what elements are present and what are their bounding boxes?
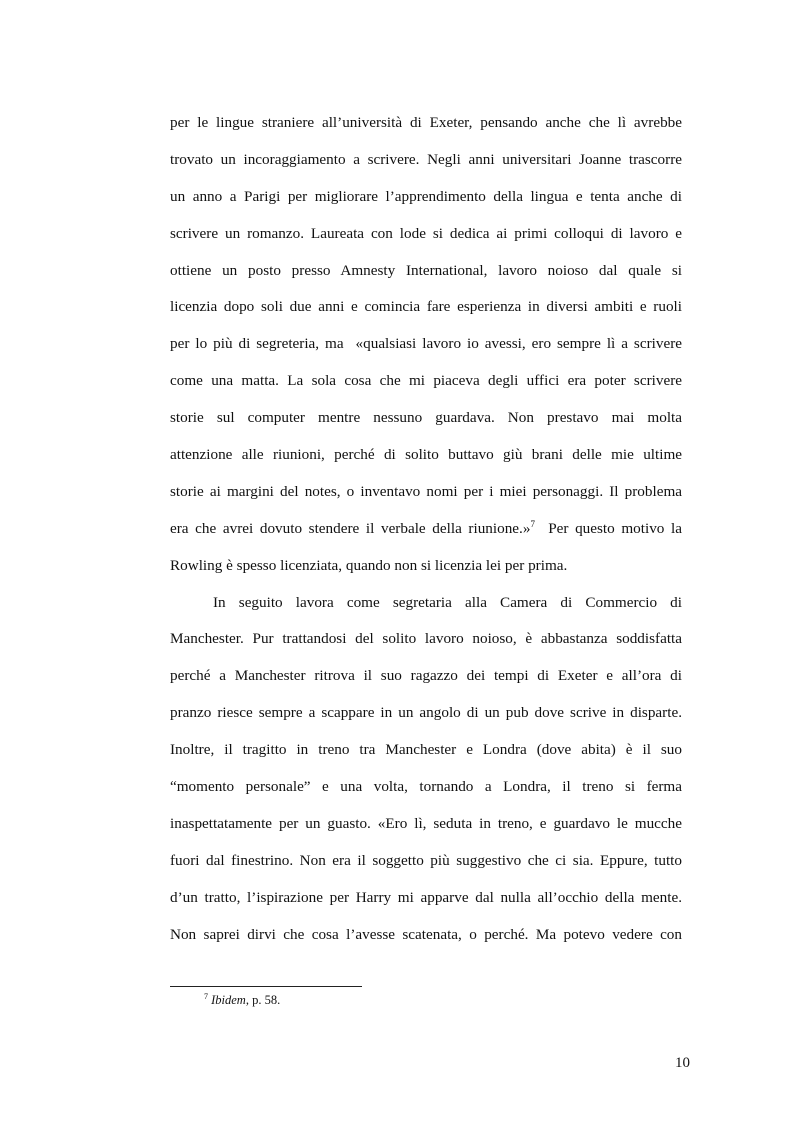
text-line: Manchester. Pur trattandosi del solito lavoro noioso, è abbastanza soddisfatta (170, 630, 682, 648)
text-line: attenzione alle riunioni, perché di solito buttavo giù brani delle mie ultime (170, 446, 682, 464)
text-line: storie sul computer mentre nessuno guardava. Non prestavo mai molta (170, 409, 682, 427)
text-line: per lo più di segreteria, ma «qualsiasi lavoro io avessi, ero sempre lì a scrivere (170, 335, 682, 353)
text-line: Non saprei dirvi che cosa l’avesse scatenata, o perché. Ma potevo vedere con (170, 925, 682, 943)
text-line: storie ai margini del notes, o inventavo nomi per i miei personaggi. Il problema (170, 482, 682, 500)
text-line: ottiene un posto presso Amnesty International, lavoro noioso dal quale si (170, 261, 682, 279)
text-line: Inoltre, il tragitto in treno tra Manchester e Londra (dove abita) è il suo (170, 741, 682, 759)
text-line: trovato un incoraggiamento a scrivere. Negli anni universitari Joanne trascorre (170, 150, 682, 168)
text-line: Rowling è spesso licenziata, quando non si licenzia lei per prima. (170, 556, 568, 574)
body-text (170, 105, 682, 953)
footnote-reference[interactable]: 7 (530, 518, 535, 529)
text-line: per le lingue straniere all’università di Exeter, pensando anche che lì avrebbe (170, 114, 682, 131)
text-line: pranzo riesce sempre a scappare in un angolo di un pub dove scrive in disparte. (170, 704, 682, 722)
text-line: scrivere un romanzo. Laureata con lode si dedica ai primi colloqui di lavoro e (170, 224, 682, 242)
footnote-text: , p. 58. (245, 993, 281, 1007)
paragraph-1 (170, 105, 682, 585)
text-line: In seguito lavora come segretaria alla Camera di Commercio di (213, 593, 682, 611)
text-line: inaspettatamente per un guasto. «Ero lì, seduta in treno, e guardavo le mucche (170, 814, 682, 832)
text-line: come una matta. La sola cosa che mi piaceva degli uffici era poter scrivere (170, 372, 682, 390)
text-line: perché a Manchester ritrova il suo ragazzo dei tempi di Exeter e all’ora di (170, 667, 682, 685)
text-line: un anno a Parigi per migliorare l’apprendimento della lingua e tenta anche di (170, 187, 682, 205)
footnote (204, 992, 280, 1008)
text-line: “momento personale” e una volta, tornando a Londra, il treno si ferma (170, 778, 682, 796)
text-line: licenzia dopo soli due anni e comincia fare esperienza in diversi ambiti e ruoli (170, 298, 682, 316)
quote-end-text: era che avrei dovuto stendere il verbale della riunione.» (170, 519, 531, 537)
text-line-with-footnote (170, 511, 682, 548)
footnote-title: Ibidem (211, 993, 246, 1007)
footnote-separator (170, 986, 362, 987)
text-line: fuori dal finestrino. Non era il soggetto più suggestivo che ci sia. Eppure, tutto (170, 851, 682, 869)
text-line: d’un tratto, l’ispirazione per Harry mi apparve dal nulla all’occhio della mente. (170, 888, 682, 906)
text-after-reference: Per questo motivo la (534, 519, 682, 537)
paragraph-2 (170, 585, 682, 954)
page-number: 10 (675, 1055, 690, 1071)
footnote-number: 7 (204, 992, 208, 1001)
